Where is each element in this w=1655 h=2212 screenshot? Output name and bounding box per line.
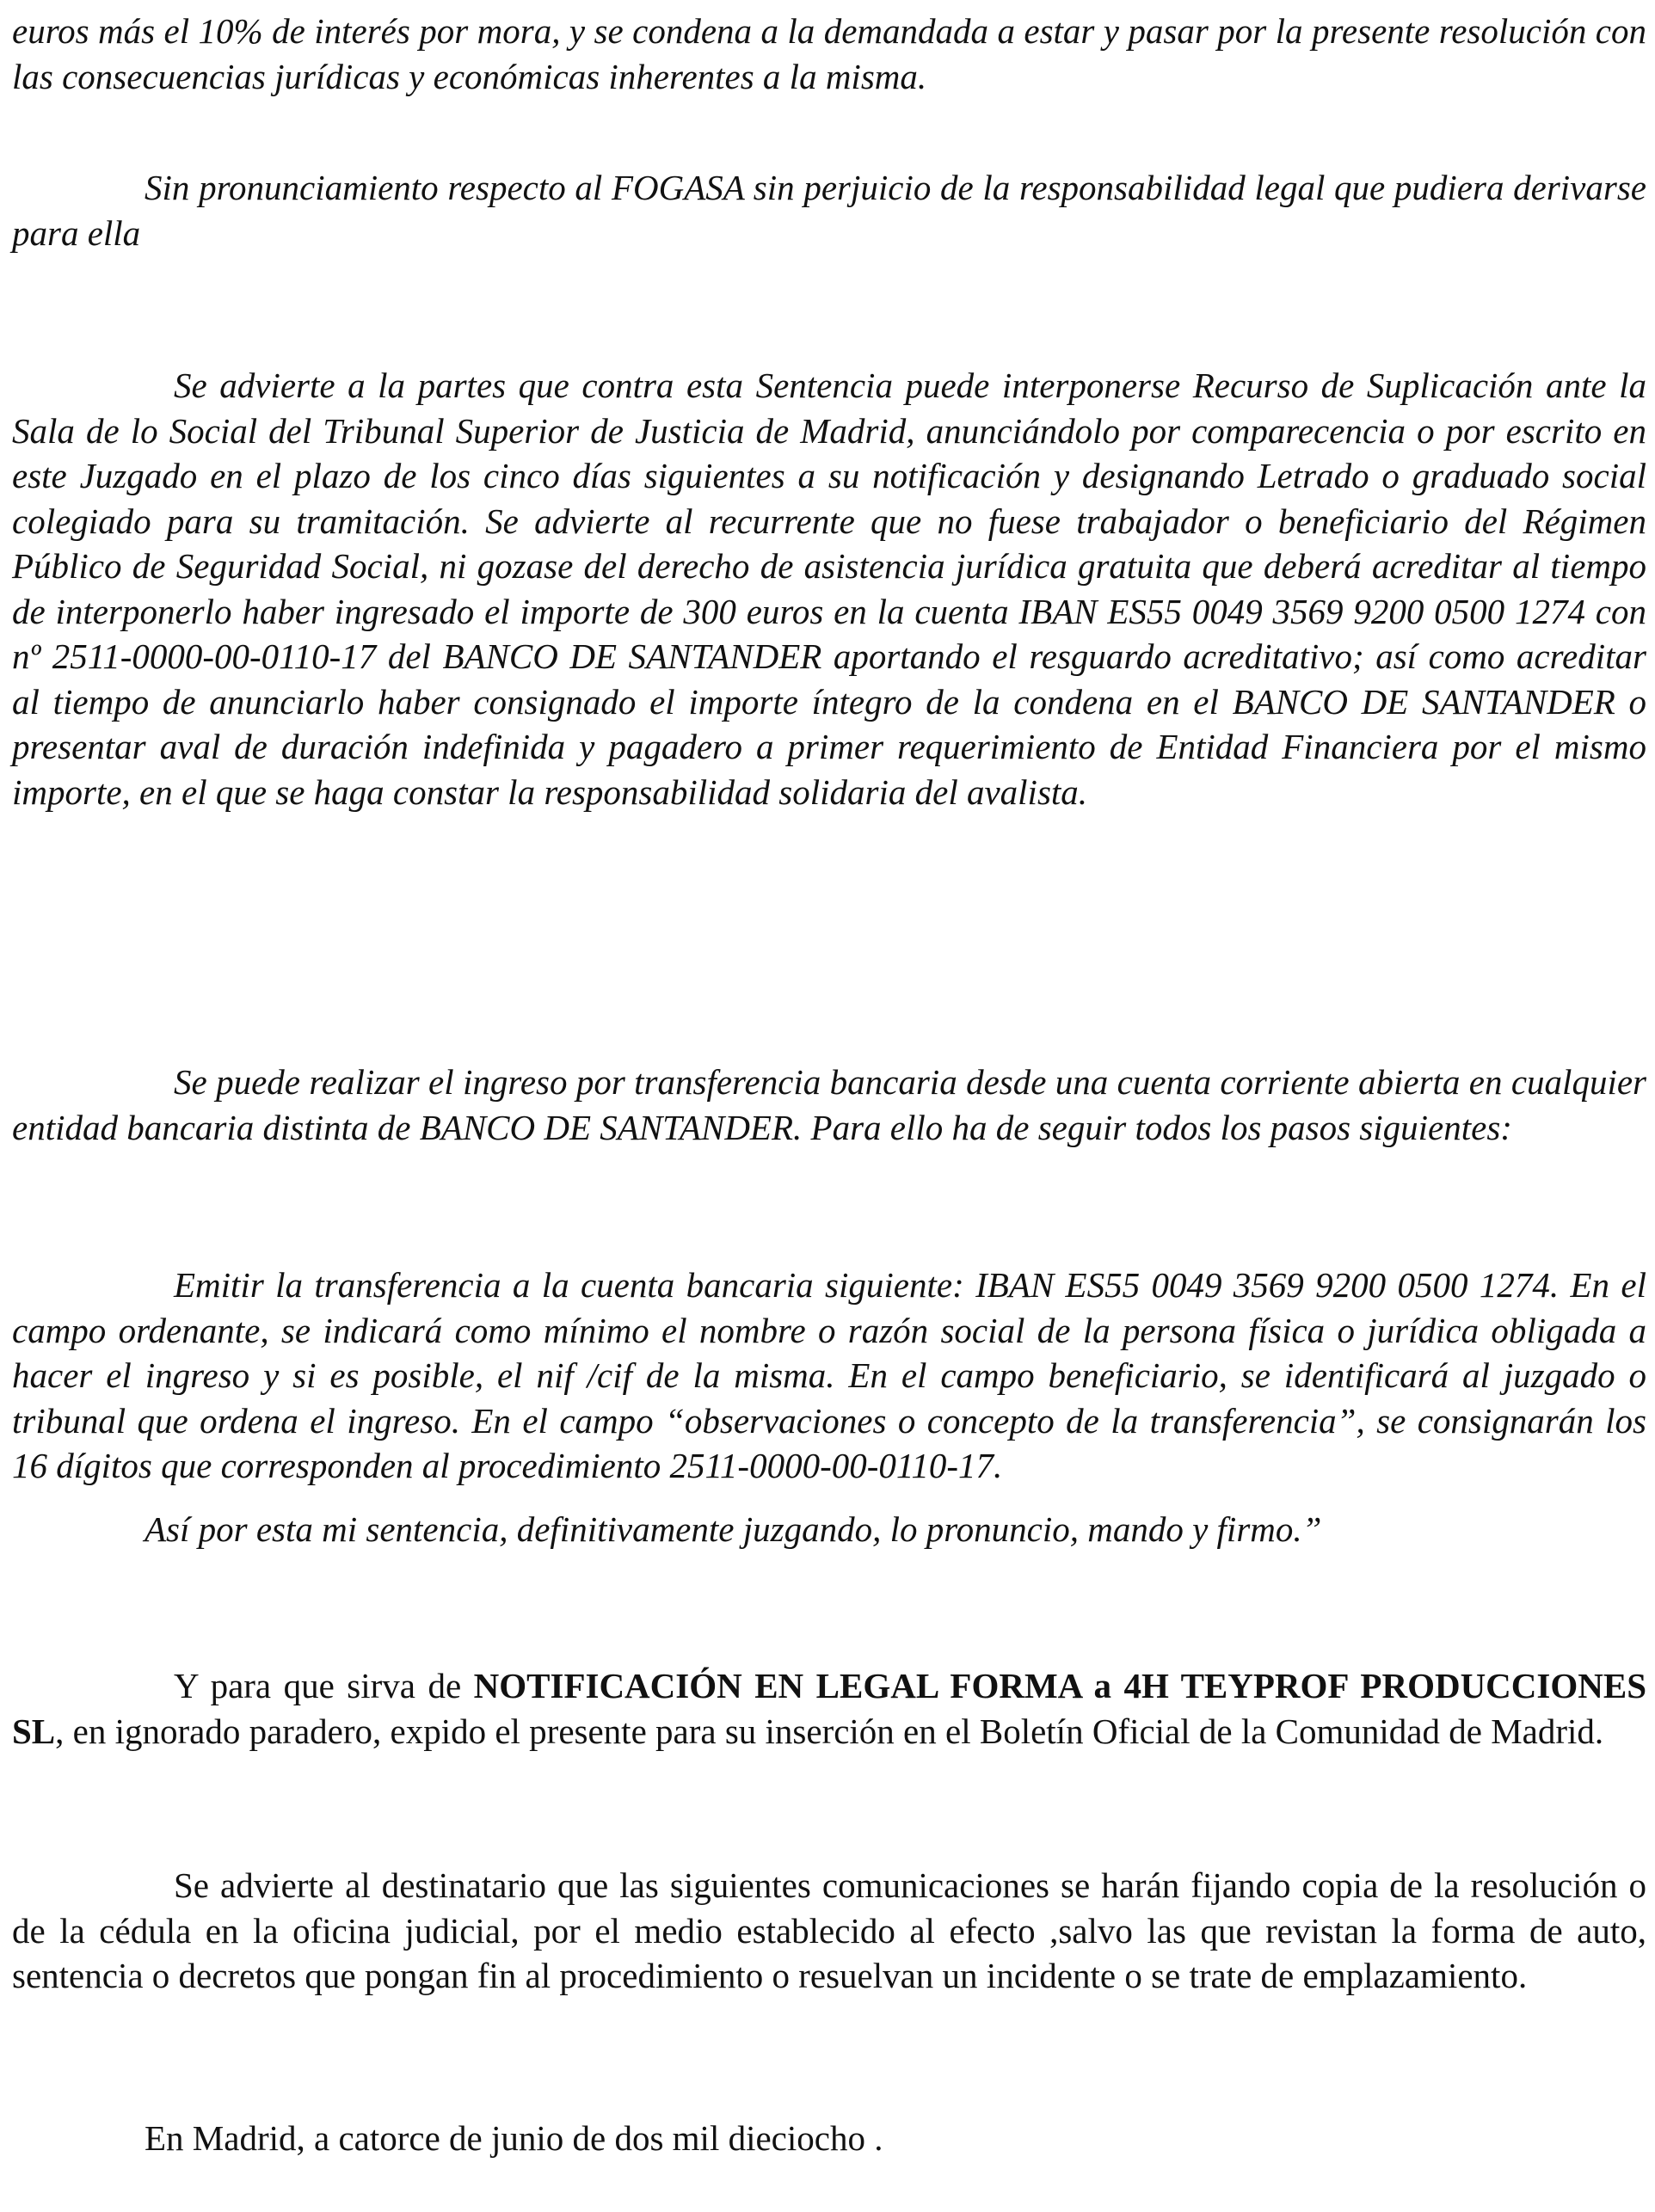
notification-rest: , en ignorado paradero, expido el presente para su inserción en el Boletín Oficial de la Comunidad de Madrid. xyxy=(55,1711,1604,1751)
paragraph-notification xyxy=(12,1663,1646,1754)
paragraph-sentence-closing: Así por esta mi sentencia, definitivamente juzgando, lo pronuncio, mando y firmo.” xyxy=(145,1509,1322,1549)
paragraph-communications-warning: Se advierte al destinatario que las siguientes comunicaciones se harán fijando copia de la resolución o de la cédula en la oficina judicial, por el medio establecido al efecto ,salvo las que revistan la forma de auto, sentencia o decretos que pongan fin al procedimiento o resuelvan un incidente o se trate de emplazamiento. xyxy=(12,1865,1646,1995)
notification-intro: Y para que sirva de xyxy=(174,1666,474,1705)
notification-recipient: NOTIFICACIÓN EN LEGAL FORMA a 4H TEYPROF PRODUCCIONES SL xyxy=(12,1666,1647,1751)
paragraph-appeal-notice: Se advierte a la partes que contra esta Sentencia puede interponerse Recurso de Suplicación ante la Sala de lo Social del Tribunal Superior de Justicia de Madrid, anunciándolo por comparecencia o por escrito en este Juzgado en el plazo de los cinco días siguientes a su notificación y designando Letrado o graduado social colegiado para su tramitación. Se advierte al recurrente que no fuese trabajador o beneficiario del Régimen Público de Seguridad Social, ni gozase del derecho de asistencia jurídica gratuita que deberá acreditar al tiempo de interponerlo haber ingresado el importe de 300 euros en la cuenta IBAN ES55 0049 3569 9200 0500 1274 con nº 2511-0000-00-0110-17 del BANCO DE SANTANDER aportando el resguardo acreditativo; así como acreditar al tiempo de anunciarlo haber consignado el importe íntegro de la condena en el BANCO DE SANTANDER o presentar aval de duración indefinida y pagadero a primer requerimiento de Entidad Financiera por el mismo importe, en el que se haga constar la responsabilidad solidaria del avalista. xyxy=(12,366,1646,812)
paragraph-transfer-steps: Emitir la transferencia a la cuenta bancaria siguiente: IBAN ES55 0049 3569 9200 0500 1274. En el campo ordenante, se indicará como mínimo el nombre o razón social de la persona física o jurídica obligada a hacer el ingreso y si es posible, el nif /cif de la misma. En el campo beneficiario, se identificará al juzgado o tribunal que ordena el ingreso. En el campo “observaciones o concepto de la transferencia”, se consignarán los 16 dígitos que corresponden al procedimiento 2511-0000-00-0110-17. xyxy=(12,1265,1646,1485)
paragraph-interest-ruling: euros más el 10% de interés por mora, y se condena a la demandada a estar y pasar por la presente resolución con las consecuencias jurídicas y económicas inherentes a la misma. xyxy=(12,11,1646,96)
document-page xyxy=(12,0,1646,2212)
paragraph-bank-transfer: Se puede realizar el ingreso por transferencia bancaria desde una cuenta corriente abierta en cualquier entidad bancaria distinta de BANCO DE SANTANDER. Para ello ha de seguir todos los pasos siguientes: xyxy=(12,1062,1646,1147)
paragraph-fogasa: Sin pronunciamiento respecto al FOGASA sin perjuicio de la responsabilidad legal que pudiera derivarse para ella xyxy=(12,168,1646,253)
paragraph-date: En Madrid, a catorce de junio de dos mil dieciocho . xyxy=(145,2118,883,2158)
